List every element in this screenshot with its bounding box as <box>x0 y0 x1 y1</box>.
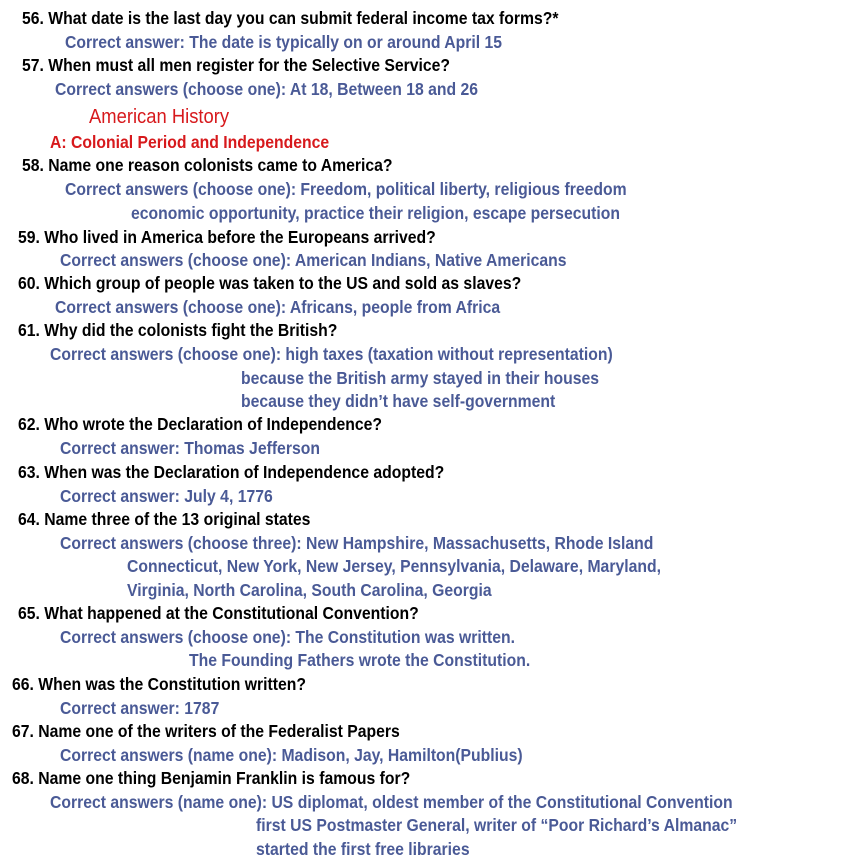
question-67: 67. Name one of the writers of the Federalist Papers <box>12 721 400 741</box>
answer-61: Correct answers (choose one): high taxes (taxation without representation) <box>50 344 613 364</box>
answer-64-continued-1: Connecticut, New York, New Jersey, Pennsylvania, Delaware, Maryland, <box>127 556 661 576</box>
question-57: 57. When must all men register for the Selective Service? <box>22 55 451 75</box>
question-56: 56. What date is the last day you can submit federal income tax forms?* <box>22 8 559 28</box>
question-58: 58. Name one reason colonists came to America? <box>22 155 393 175</box>
question-60: 60. Which group of people was taken to the US and sold as slaves? <box>18 273 522 293</box>
question-61: 61. Why did the colonists fight the British? <box>18 320 338 340</box>
answer-60: Correct answers (choose one): Africans, people from Africa <box>55 297 501 317</box>
answer-57: Correct answers (choose one): At 18, Between 18 and 26 <box>55 79 479 99</box>
answer-64: Correct answers (choose three): New Hampshire, Massachusetts, Rhode Island <box>60 533 654 553</box>
answer-65: Correct answers (choose one): The Constitution was written. <box>60 627 516 647</box>
answer-56: Correct answer: The date is typically on or around April 15 <box>65 32 503 52</box>
answer-64-continued-2: Virginia, North Carolina, South Carolina, Georgia <box>127 580 492 600</box>
question-59: 59. Who lived in America before the Europeans arrived? <box>18 227 436 247</box>
question-63: 63. When was the Declaration of Independence adopted? <box>18 462 445 482</box>
section-title: American History <box>89 106 230 128</box>
answer-61-continued-1: because the British army stayed in their houses <box>241 368 600 388</box>
answer-58-continued: economic opportunity, practice their religion, escape persecution <box>131 203 620 223</box>
answer-61-continued-2: because they didn’t have self-government <box>241 391 556 411</box>
answer-58: Correct answers (choose one): Freedom, political liberty, religious freedom <box>65 179 627 199</box>
question-62: 62. Who wrote the Declaration of Independence? <box>18 414 383 434</box>
answer-68-continued-1: first US Postmaster General, writer of “Poor Richard’s Almanac” <box>256 815 738 835</box>
answer-67: Correct answers (name one): Madison, Jay, Hamilton(Publius) <box>60 745 523 765</box>
answer-62: Correct answer: Thomas Jefferson <box>60 438 320 458</box>
answer-63: Correct answer: July 4, 1776 <box>60 486 273 506</box>
question-66: 66. When was the Constitution written? <box>12 674 307 694</box>
answer-66: Correct answer: 1787 <box>60 698 220 718</box>
question-65: 65. What happened at the Constitutional Convention? <box>18 603 419 623</box>
answer-68: Correct answers (name one): US diplomat, oldest member of the Constitutional Convention <box>50 792 733 812</box>
answer-68-continued-2: started the first free libraries <box>256 839 470 859</box>
answer-59: Correct answers (choose one): American Indians, Native Americans <box>60 250 567 270</box>
question-64: 64. Name three of the 13 original states <box>18 509 311 529</box>
question-68: 68. Name one thing Benjamin Franklin is famous for? <box>12 768 411 788</box>
answer-65-continued: The Founding Fathers wrote the Constitution. <box>189 650 531 670</box>
section-subtitle: A: Colonial Period and Independence <box>50 132 330 152</box>
